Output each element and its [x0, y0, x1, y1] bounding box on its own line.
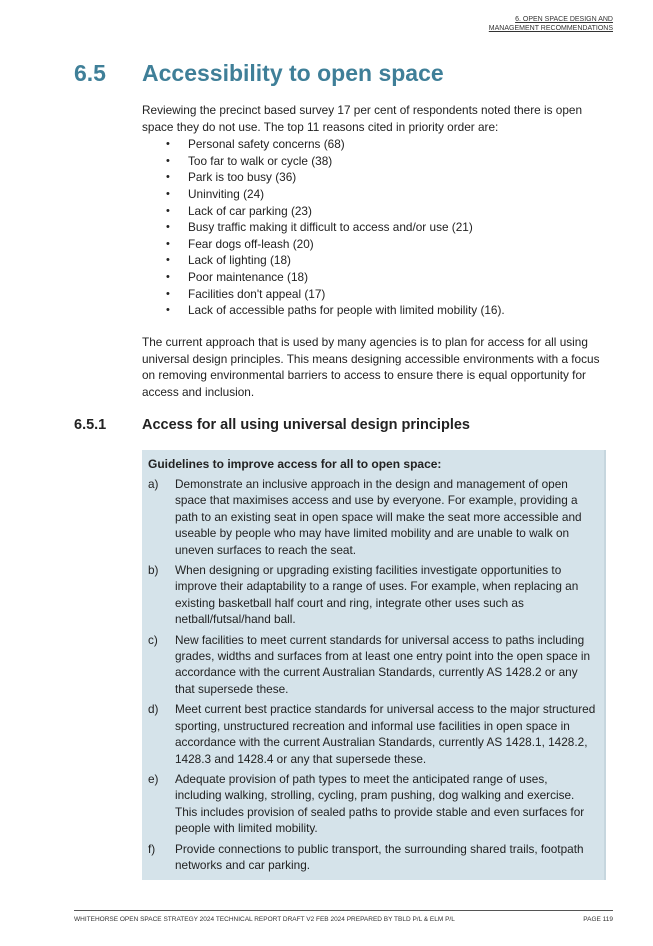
running-header-line-2: MANAGEMENT RECOMMENDATIONS [488, 25, 613, 32]
reason-list-item: • Personal safety concerns (68) [166, 136, 606, 153]
reasons-list [166, 136, 606, 319]
guideline-letter: f) [148, 841, 156, 856]
reason-list-item: • Poor maintenance (18) [166, 269, 606, 286]
reason-list-item: • Fear dogs off-leash (20) [166, 236, 606, 253]
guideline-text: Demonstrate an inclusive approach in the design and management of open space that maximises access and use by everyone. For example, providing a path to an existing seat in open space will make the seat more accessible and useable by people who may have limited mobility and are unable to walk on uneven surfaces to reach the seat. [175, 477, 582, 557]
guidelines-title: Guidelines to improve access for all to open space: [148, 457, 442, 471]
footer-divider [74, 910, 613, 911]
reason-list-item: • Too far to walk or cycle (38) [166, 153, 606, 170]
guideline-text: When designing or upgrading existing facilities investigate opportunities to improve their adaptability to a range of uses. For example, when replacing an existing basketball half court and ring, integrate other uses such as netball/futsal/hand ball. [175, 563, 579, 627]
guideline-item [148, 632, 597, 698]
subsection-number: 6.5.1 [74, 417, 107, 433]
section-number: 6.5 [74, 60, 106, 86]
intro-paragraph: Reviewing the precinct based survey 17 per cent of respondents noted there is open space they do not use. The top 11 reasons cited in priority order are: [142, 103, 583, 134]
guideline-text: New facilities to meet current standards for universal access to paths including grades, widths and surfaces from at least one entry point into the open space in accordance with the current Australian Standards, currently AS 1428.2 or any that supersede these. [175, 632, 591, 696]
section-title: Accessibility to open space [142, 60, 444, 86]
guideline-item [148, 841, 597, 874]
guideline-item [148, 701, 597, 767]
reason-list-item: • Uninviting (24) [166, 186, 606, 203]
guideline-letter: a) [148, 477, 159, 491]
guidelines-box [142, 450, 606, 880]
guideline-letter: b) [148, 563, 159, 578]
reason-list-item: • Park is too busy (36) [166, 169, 606, 186]
approach-paragraph: The current approach that is used by many agencies is to plan for access for all using universal design principles. This means designing accessible environments with a focus on removing environmental barriers to access to ensure there is equal opportunity for access and inclusion. [142, 335, 600, 399]
guideline-letter: d) [148, 702, 159, 717]
reason-list-item: • Busy traffic making it difficult to access and/or use (21) [166, 219, 606, 236]
guidelines-list [148, 476, 597, 873]
running-header-line-1: 6. OPEN SPACE DESIGN AND [515, 16, 613, 23]
reason-list-item: • Lack of car parking (23) [166, 203, 606, 220]
running-header [413, 15, 613, 33]
subsection-title: Access for all using universal design principles [142, 417, 470, 433]
guideline-letter: e) [148, 771, 159, 786]
guideline-item [148, 562, 597, 628]
reason-list-item: • Facilities don't appeal (17) [166, 286, 606, 303]
guideline-item [148, 476, 597, 558]
reason-list-item: • Lack of accessible paths for people with limited mobility (16). [166, 302, 606, 319]
guideline-text: Provide connections to public transport, the surrounding shared trails, footpath networks and car parking. [175, 841, 584, 872]
footer-page-number: PAGE 119 [583, 916, 613, 923]
guideline-item [148, 771, 597, 837]
guideline-text: Meet current best practice standards for universal access to the major structured sporting, unstructured recreation and informal use facilities in open space in accordance with the current Australian Standards, currently AS 1428.1, 1428.2, 1428.3 and 1428.4 or any that supersede these. [175, 702, 596, 766]
reason-list-item: • Lack of lighting (18) [166, 252, 606, 269]
guideline-letter: c) [148, 632, 158, 647]
guideline-text: Adequate provision of path types to meet the anticipated range of uses, including walking, strolling, cycling, pram pushing, dog walking and exercise. This includes provision of sealed paths to provide stable and even surfaces for people with limited mobility. [175, 771, 585, 836]
footer-document-info: WHITEHORSE OPEN SPACE STRATEGY 2024 TECHNICAL REPORT DRAFT V2 FEB 2024 PREPARED BY TBLD P/L & ELM P/L [74, 916, 455, 923]
